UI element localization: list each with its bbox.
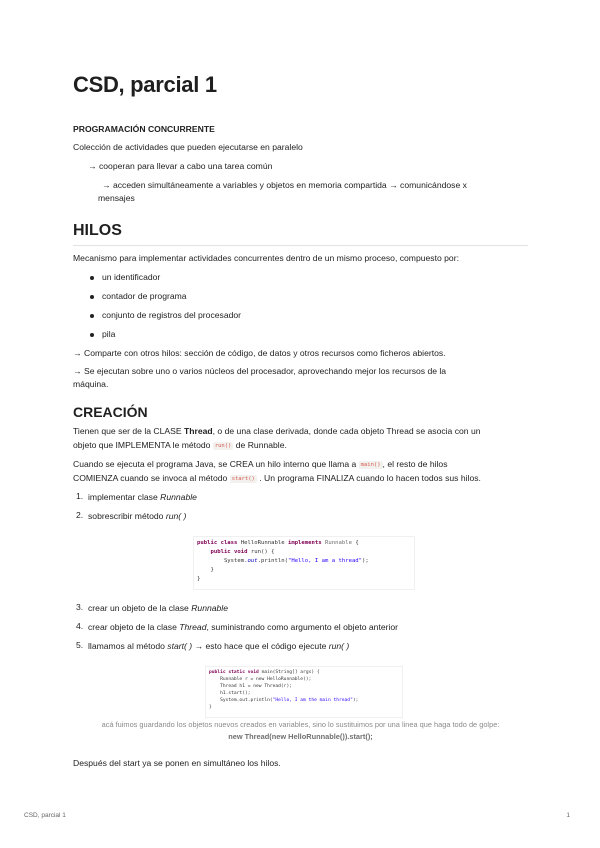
text-span: Tienen que ser de la CLASE bbox=[73, 426, 184, 436]
code-text: Thread h1 = new Thread(r); bbox=[209, 684, 292, 689]
code-text: System.out.println( bbox=[209, 698, 273, 703]
page-title: CSD, parcial 1 bbox=[73, 72, 217, 97]
creacion-heading: CREACIÓN bbox=[73, 404, 148, 420]
inline-code-start: start() bbox=[231, 476, 255, 482]
text-span: , suministrando como argumento el objeto anterior bbox=[206, 622, 399, 632]
bullet-dot bbox=[90, 295, 94, 299]
code-keyword: implements bbox=[287, 540, 322, 546]
code-string: "Hello, I am a thread" bbox=[287, 558, 363, 564]
code-text: ); bbox=[352, 698, 359, 703]
text-span: crear objeto de la clase bbox=[88, 622, 180, 632]
code-type: Runnable bbox=[321, 540, 352, 546]
bullet-dot bbox=[90, 276, 94, 280]
code-text: h1.start(); bbox=[209, 691, 251, 696]
text-span: llamamos al método bbox=[88, 641, 168, 651]
creacion-p2-line2 bbox=[73, 472, 528, 486]
step-3 bbox=[88, 602, 528, 615]
code-text: ); bbox=[362, 558, 369, 564]
inline-code-run: run() bbox=[214, 443, 232, 449]
page-number: 1 bbox=[566, 812, 570, 819]
step-4 bbox=[88, 621, 528, 634]
code-text: } bbox=[197, 576, 201, 582]
code-text: { bbox=[351, 540, 359, 546]
concurrent-line-2: → cooperan para llevar a cabo una tarea común bbox=[88, 161, 273, 171]
step-number: 1. bbox=[76, 491, 84, 501]
inline-code-main: main() bbox=[360, 462, 381, 468]
code-block-main bbox=[205, 666, 403, 718]
code-keyword: public static void bbox=[209, 670, 259, 675]
creacion-p1-line1 bbox=[73, 425, 528, 438]
text-span: sobrescribir método bbox=[88, 511, 166, 521]
text-span: de Runnable. bbox=[233, 440, 287, 450]
code-keyword: public class bbox=[197, 540, 238, 546]
hilos-intro: Mecanismo para implementar actividades concurrentes dentro de un mismo proceso, compuesto por: bbox=[73, 253, 459, 263]
code-block-hello-runnable bbox=[193, 536, 415, 590]
code-text: HelloRunnable bbox=[237, 540, 288, 546]
text-emphasis: run( ) bbox=[165, 511, 187, 521]
bullet-dot bbox=[90, 333, 94, 337]
text-span: → esto hace que el código ejecute bbox=[192, 641, 329, 651]
concurrent-line-3a: → acceden simultáneamente a variables y objetos en memoria compartida → comunicándose x bbox=[102, 180, 467, 190]
text-span: Cuando se ejecuta el programa Java, se CREA un hilo interno que llama a bbox=[73, 459, 359, 469]
hilos-bullet-3: conjunto de registros del procesador bbox=[102, 310, 242, 320]
hilos-divider bbox=[73, 245, 528, 246]
text-span: objeto que IMPLEMENTA le método bbox=[73, 440, 213, 450]
text-span: , o de una clase derivada, donde cada objeto Thread se asocia con un bbox=[212, 426, 481, 436]
text-emphasis: run( ) bbox=[328, 641, 350, 651]
hilos-note-1: → Comparte con otros hilos: sección de código, de datos y otros recursos como ficheros abiertos. bbox=[73, 348, 446, 358]
code-text: Runnable r = new HelloRunnable(); bbox=[209, 677, 312, 682]
code-text: System. bbox=[197, 558, 248, 564]
creacion-p2-line1 bbox=[73, 458, 528, 472]
code-text: main(String[] args) { bbox=[258, 670, 320, 675]
concurrent-line-3b: mensajes bbox=[98, 193, 135, 203]
hilos-note-2a: → Se ejecutan sobre uno o varios núcleos del procesador, aprovechando mejor los recursos de la bbox=[73, 366, 447, 376]
text-emphasis: Runnable bbox=[160, 492, 197, 502]
text-span: crear un objeto de la clase bbox=[88, 603, 192, 613]
code-text: } bbox=[209, 705, 212, 710]
caption-line-1: acá fuimos guardando los objetos nuevos creados en variables, sino lo sustituimos por una linea que haga todo de golpe: bbox=[101, 720, 500, 729]
step-number: 3. bbox=[76, 602, 84, 612]
caption-line-2: new Thread(new HelloRunnable()).start(); bbox=[228, 732, 373, 741]
hilos-bullet-2: contador de programa bbox=[102, 291, 187, 301]
hilos-note-2b: máquina. bbox=[73, 379, 109, 389]
closing-text: Después del start ya se ponen en simultáneo los hilos. bbox=[73, 758, 281, 768]
thread-bold: Thread bbox=[184, 426, 213, 436]
text-span: , el resto de hilos bbox=[382, 459, 448, 469]
concurrent-heading: PROGRAMACIÓN CONCURRENTE bbox=[73, 124, 215, 134]
text-emphasis: Thread bbox=[179, 622, 207, 632]
hilos-bullet-4: pila bbox=[102, 329, 116, 339]
code-string: "Hello, I am the main thread" bbox=[272, 698, 353, 703]
step-2 bbox=[88, 510, 528, 523]
bullet-dot bbox=[90, 314, 94, 318]
footer-title: CSD, parcial 1 bbox=[24, 812, 66, 819]
code-text: } bbox=[197, 567, 214, 573]
text-emphasis: Runnable bbox=[191, 603, 228, 613]
text-span: COMIENZA cuando se invoca al método bbox=[73, 473, 230, 483]
text-emphasis: start( ) bbox=[167, 641, 193, 651]
step-1 bbox=[88, 491, 528, 504]
step-number: 4. bbox=[76, 621, 84, 631]
step-number: 2. bbox=[76, 510, 84, 520]
code-field: out bbox=[247, 558, 258, 564]
hilos-bullet-1: un identificador bbox=[102, 272, 161, 282]
concurrent-line-1: Colección de actividades que pueden ejecutarse en paralelo bbox=[73, 142, 303, 152]
step-number: 5. bbox=[76, 640, 84, 650]
text-span: implementar clase bbox=[88, 492, 161, 502]
code-text: run() { bbox=[247, 549, 275, 555]
hilos-heading: HILOS bbox=[73, 222, 122, 239]
text-span: . Un programa FINALIZA cuando lo hacen todos sus hilos. bbox=[256, 473, 481, 483]
code-text: .println( bbox=[257, 558, 288, 564]
step-5 bbox=[88, 640, 528, 653]
code-keyword: public void bbox=[197, 549, 248, 555]
creacion-p1-line2 bbox=[73, 439, 528, 453]
